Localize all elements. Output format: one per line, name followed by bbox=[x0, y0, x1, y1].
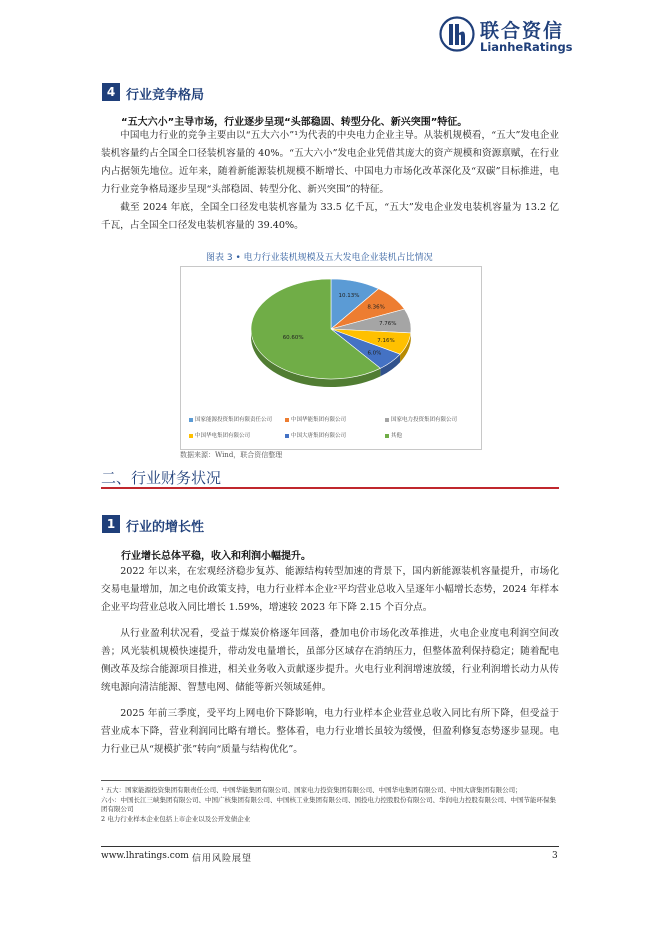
pie-data-label: 10.13% bbox=[338, 292, 360, 299]
legend-swatch bbox=[189, 418, 193, 422]
paragraph: 中国电力行业的竞争主要由以“五大六小”¹为代表的中央电力企业主导。从装机规模看，“五大”发电企业装机容量约占全国全口径装机容量的 40%。“五大六小”发电企业凭借其庞大的资产规模和资源禀赋，在行业内占据领先地位。近年来，随着新能源装机规模不断增长、中国电力市场化改革深化及“双碳”目标推进，电力行业竞争格局逐步呈现“头部稳固、转型分化、新兴突围”的特征。 bbox=[101, 130, 559, 195]
section-title: 行业的增长性 bbox=[126, 520, 205, 535]
section-title: 行业竞争格局 bbox=[126, 88, 205, 103]
footnote: ¹ 五大：国家能源投资集团有限责任公司、中国华能集团有限公司、国家电力投资集团有限公司、中国华电集团有限公司、中国大唐集团有限公司； bbox=[101, 786, 522, 794]
legend-label: 中国华电集团有限公司 bbox=[195, 433, 251, 439]
chapter-rule bbox=[101, 487, 559, 489]
paragraph: 2025 年前三季度，受平均上网电价下降影响，电力行业样本企业营业总收入同比有所下降，但受益于营业成本下降，营业利润同比略有增长。整体看，电力行业增长虽较为缓慢，但盈利修复态势逐步显现。电力行业已从“规模扩张”转向“质量与结构优化”。 bbox=[101, 708, 559, 755]
pie-data-label: 7.16% bbox=[377, 337, 395, 344]
legend-label: 中国大唐集团有限公司 bbox=[291, 433, 347, 439]
legend-label: 中国华能集团有限公司 bbox=[291, 417, 347, 423]
footer-slogan: 信用风险展望 bbox=[192, 854, 253, 864]
pie-data-label: 8.36% bbox=[367, 304, 385, 311]
footnote-rule bbox=[101, 780, 261, 781]
section-lead: “五大六小”主导市场，行业逐步呈现“头部稳固、转型分化、新兴突围”特征。 bbox=[121, 117, 468, 128]
legend-label: 国家能源投资集团有限责任公司 bbox=[195, 417, 273, 423]
footnote: 2 电力行业样本企业包括上市企业以及公开发债企业 bbox=[101, 814, 251, 823]
legend-item bbox=[385, 415, 457, 423]
section-lead: 行业增长总体平稳，收入和利润小幅提升。 bbox=[121, 551, 311, 562]
legend-swatch bbox=[189, 434, 193, 438]
legend-item bbox=[385, 431, 402, 439]
footer-url[interactable]: www.lhratings.com bbox=[101, 851, 189, 861]
footer-rule bbox=[101, 846, 559, 847]
figure-source: 数据来源：Wind，联合资信整理 bbox=[180, 451, 283, 459]
page-number: 3 bbox=[552, 851, 558, 861]
logo-text-cn: 联合资信 bbox=[480, 20, 565, 42]
chart-legend bbox=[181, 397, 481, 447]
section-number: 1 bbox=[102, 515, 120, 533]
legend-label: 国家电力投资集团有限公司 bbox=[391, 417, 458, 423]
section4-body bbox=[101, 127, 559, 235]
legend-swatch bbox=[385, 434, 389, 438]
pie-chart bbox=[181, 267, 481, 397]
chapter-title: 二、行业财务状况 bbox=[101, 469, 222, 487]
pie-chart-frame bbox=[180, 266, 482, 450]
paragraph: 截至 2024 年底，全国全口径发电装机容量为 33.5 亿千瓦，“五大”发电企业发电装机容量为 13.2 亿千瓦，占全国全口径发电装机容量的 39.40%。 bbox=[101, 202, 559, 231]
legend-item bbox=[189, 431, 250, 439]
lianhe-logo-icon bbox=[439, 16, 475, 52]
footnote: 六小：中国长江三峡集团有限公司、中国广核集团有限公司、中国核工业集团有限公司、国投电力控股股份有限公司、华润电力控股有限公司、中国节能环保集团有限公司 bbox=[101, 795, 556, 813]
figure-caption: 图表 3 • 电力行业装机规模及五大发电企业装机占比情况 bbox=[206, 253, 433, 263]
section-number: 4 bbox=[102, 83, 120, 101]
pie-data-label: 7.76% bbox=[379, 321, 397, 328]
paragraph: 2022 年以来，在宏观经济稳步复苏、能源结构转型加速的背景下，国内新能源装机容量提升，市场化交易电量增加，加之电价政策支持，电力行业样本企业²平均营业总收入呈逐年小幅增长态势，2024 年样本企业平均营业总收入同比增长 1.59%，增速较 2023 年下降 2.15 个百分点。 bbox=[101, 566, 559, 613]
legend-swatch bbox=[285, 418, 289, 422]
pie-data-label: 6.0% bbox=[367, 350, 382, 357]
legend-item bbox=[285, 431, 346, 439]
footnotes bbox=[101, 786, 559, 824]
legend-swatch bbox=[285, 434, 289, 438]
legend-item bbox=[189, 415, 272, 423]
legend-swatch bbox=[385, 418, 389, 422]
section1-body bbox=[101, 563, 559, 759]
logo-text-en: LianheRatings bbox=[480, 40, 573, 54]
legend-label: 其他 bbox=[391, 433, 403, 439]
paragraph: 从行业盈利状况看，受益于煤炭价格逐年回落，叠加电价市场化改革推进，火电企业度电利润空间改善；风光装机规模快速提升，带动发电量增长，虽部分区域存在消纳压力，但整体盈利保持稳定；随着配电侧改革及综合能源项目推进，相关业务收入贡献逐步提升。火电行业利润增速放缓，行业利润增长动力从传统电源向清洁能源、智慧电网、储能等新兴领域延伸。 bbox=[101, 628, 559, 693]
legend-item bbox=[285, 415, 346, 423]
pie-data-label: 60.60% bbox=[282, 335, 304, 342]
